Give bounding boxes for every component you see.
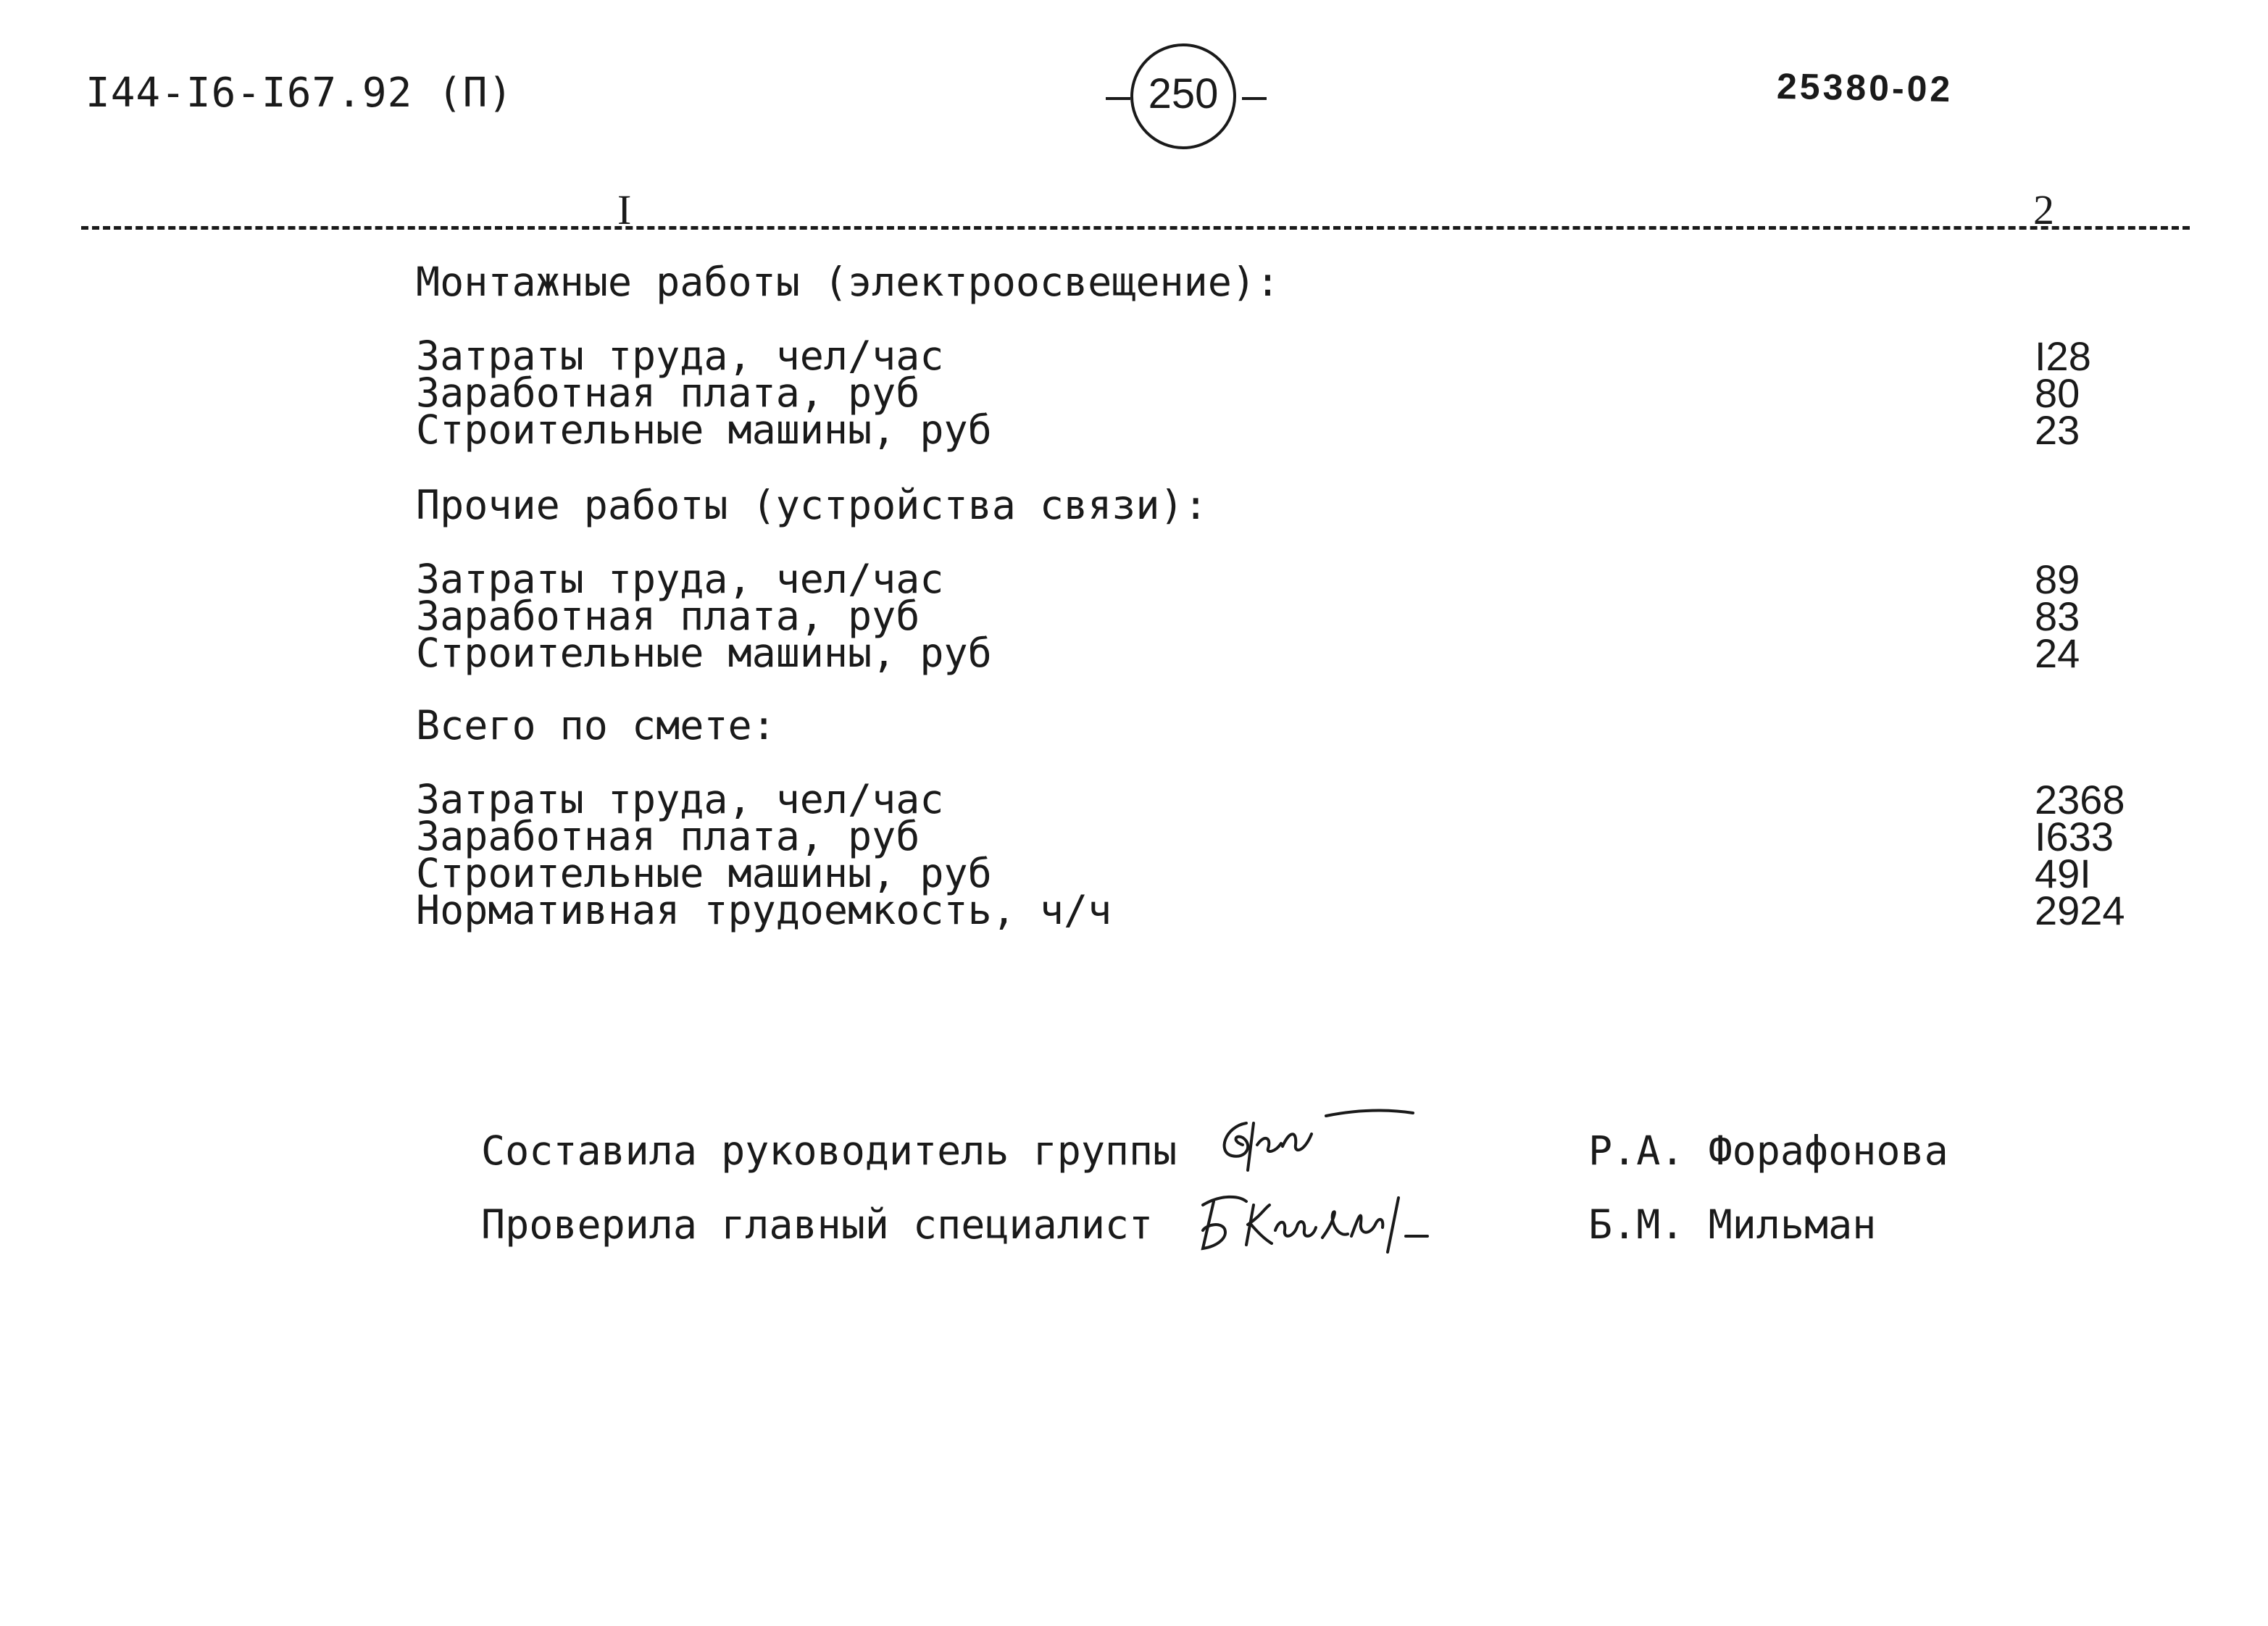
signature-stroke [1203, 1197, 1246, 1205]
page-number: 250 [1148, 70, 1219, 117]
signature-name-checked: Б.М. Мильман [1588, 1201, 1877, 1248]
row-label: Заработная плата, руб [416, 370, 920, 416]
row-label: Затраты труда, чел/час [416, 776, 944, 822]
page-number-dash-right [1242, 97, 1267, 100]
row-label: Затраты труда, чел/час [416, 556, 944, 602]
signature-stroke [1388, 1198, 1398, 1252]
row-value: 23 [2035, 407, 2080, 453]
signature-role-checked: Проверила главный специалист [481, 1201, 1154, 1248]
row-value: I28 [2035, 333, 2091, 379]
row-value: 2924 [2035, 888, 2125, 933]
signature-stroke [1246, 1205, 1272, 1245]
row-label: Нормативная трудоемкость, ч/ч [416, 887, 1112, 933]
page-number-badge [1101, 42, 1268, 158]
row-value: 83 [2035, 593, 2080, 639]
page-number-dash-left [1106, 97, 1130, 100]
header-divider [81, 226, 2190, 230]
stamp-code: 25380-02 [1776, 65, 1954, 110]
signature-role-compiled: Составила руководитель группы [481, 1127, 1177, 1174]
row-value: 2368 [2035, 777, 2125, 822]
row-label: Заработная плата, руб [416, 593, 920, 639]
signature-stroke [1275, 1222, 1316, 1236]
row-label: Строительные машины, руб [416, 630, 992, 676]
section-title: Монтажные работы (электроосвещение): [416, 259, 1280, 305]
signature-compiled [1203, 1101, 1435, 1188]
row-value: 49I [2035, 851, 2091, 896]
signature-checked [1188, 1180, 1500, 1267]
signature-stroke [1322, 1212, 1348, 1238]
signature-stroke [1203, 1201, 1225, 1248]
row-value: I633 [2035, 814, 2114, 859]
signature-stroke [1283, 1134, 1312, 1150]
section-title: Всего по смете: [416, 702, 776, 749]
row-label: Затраты труда, чел/час [416, 333, 944, 379]
signature-stroke [1351, 1216, 1383, 1236]
row-label: Строительные машины, руб [416, 850, 992, 896]
row-value: 24 [2035, 630, 2080, 676]
signature-stroke [1326, 1111, 1413, 1116]
column-2-header: 2 [2033, 186, 2054, 233]
signature-stroke [1257, 1138, 1281, 1151]
document-code: I44-I6-I67.92 (П) [86, 70, 514, 117]
signature-name-compiled: Р.А. Форафонова [1588, 1127, 1948, 1174]
row-label: Строительные машины, руб [416, 406, 992, 453]
row-value: 80 [2035, 370, 2080, 416]
section-title: Прочие работы (устройства связи): [416, 482, 1208, 528]
row-value: 89 [2035, 556, 2080, 602]
signature-stroke [1225, 1123, 1248, 1156]
row-label: Заработная плата, руб [416, 813, 920, 859]
column-1-header: I [617, 186, 632, 233]
